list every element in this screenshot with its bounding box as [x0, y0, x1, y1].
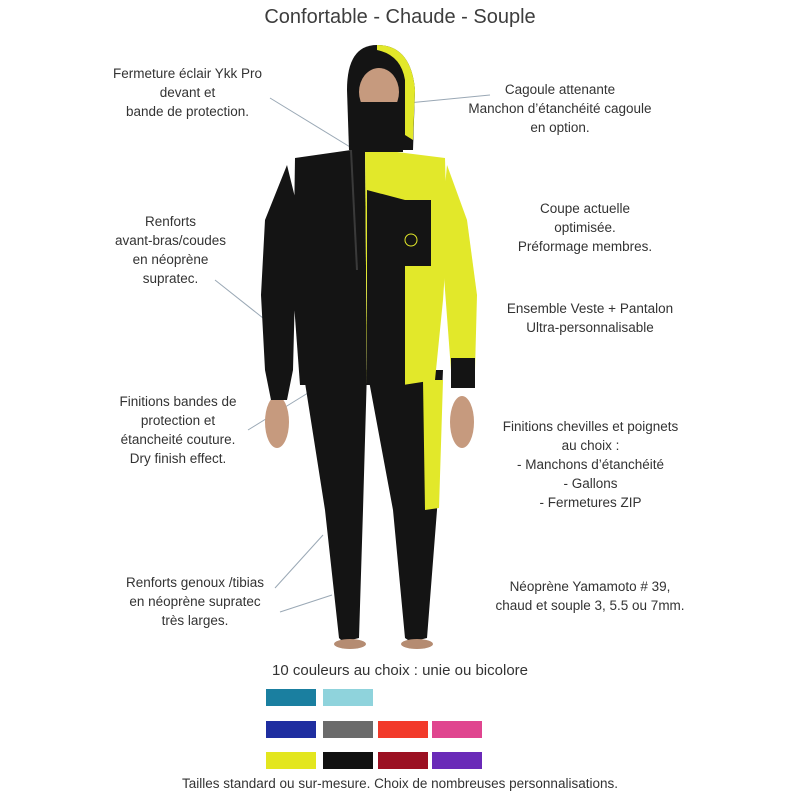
callout-hood: Cagoule attenante Manchon d’étanchéité cagoule en option.: [468, 82, 652, 135]
color-swatch[interactable]: [323, 752, 373, 769]
callout-set: Ensemble Veste + Pantalon Ultra-personnalisable: [506, 301, 674, 335]
neck-seal: [357, 102, 403, 152]
left-foot: [334, 639, 366, 649]
callout-zip: Fermeture éclair Ykk Pro devant et bande de protection.: [112, 66, 263, 119]
color-swatch[interactable]: [378, 752, 428, 769]
right-cuff: [451, 358, 475, 388]
color-swatch[interactable]: [432, 752, 482, 769]
page-title: Confortable - Chaude - Souple: [264, 6, 536, 28]
color-swatch[interactable]: [323, 721, 373, 738]
leg-yellow-stripe: [423, 380, 443, 510]
right-hand: [450, 396, 474, 448]
right-arm: [441, 165, 477, 385]
left-hand: [265, 396, 289, 448]
chest-pocket: [391, 200, 431, 266]
color-swatch[interactable]: [432, 721, 482, 738]
color-swatch[interactable]: [323, 689, 373, 706]
right-foot: [401, 639, 433, 649]
callout-finish: Finitions bandes de protection et étancheité couture. Dry finish effect.: [119, 394, 237, 466]
callout-forearm: Renforts avant-bras/coudes en néoprène supratec.: [114, 214, 227, 286]
colors-title: 10 couleurs au choix : unie ou bicolore: [272, 662, 528, 679]
footer-note: Tailles standard ou sur-mesure. Choix de nombreuses personnalisations.: [182, 776, 618, 791]
callout-neoprene: Néoprène Yamamoto # 39, chaud et souple 3, 5.5 ou 7mm.: [495, 579, 685, 613]
color-swatch[interactable]: [266, 721, 316, 738]
color-swatch[interactable]: [378, 721, 428, 738]
left-leg: [303, 370, 367, 642]
color-swatch[interactable]: [266, 752, 316, 769]
color-swatch[interactable]: [266, 689, 316, 706]
callout-cut: Coupe actuelle optimisée. Préformage membres.: [517, 201, 653, 254]
callout-knees: Renforts genoux /tibias en néoprène supratec très larges.: [125, 575, 265, 628]
callout-cuffs: Finitions chevilles et poignets au choix : - Manchons d’étanchéité - Gallons - Fermetures ZIP: [502, 419, 679, 510]
